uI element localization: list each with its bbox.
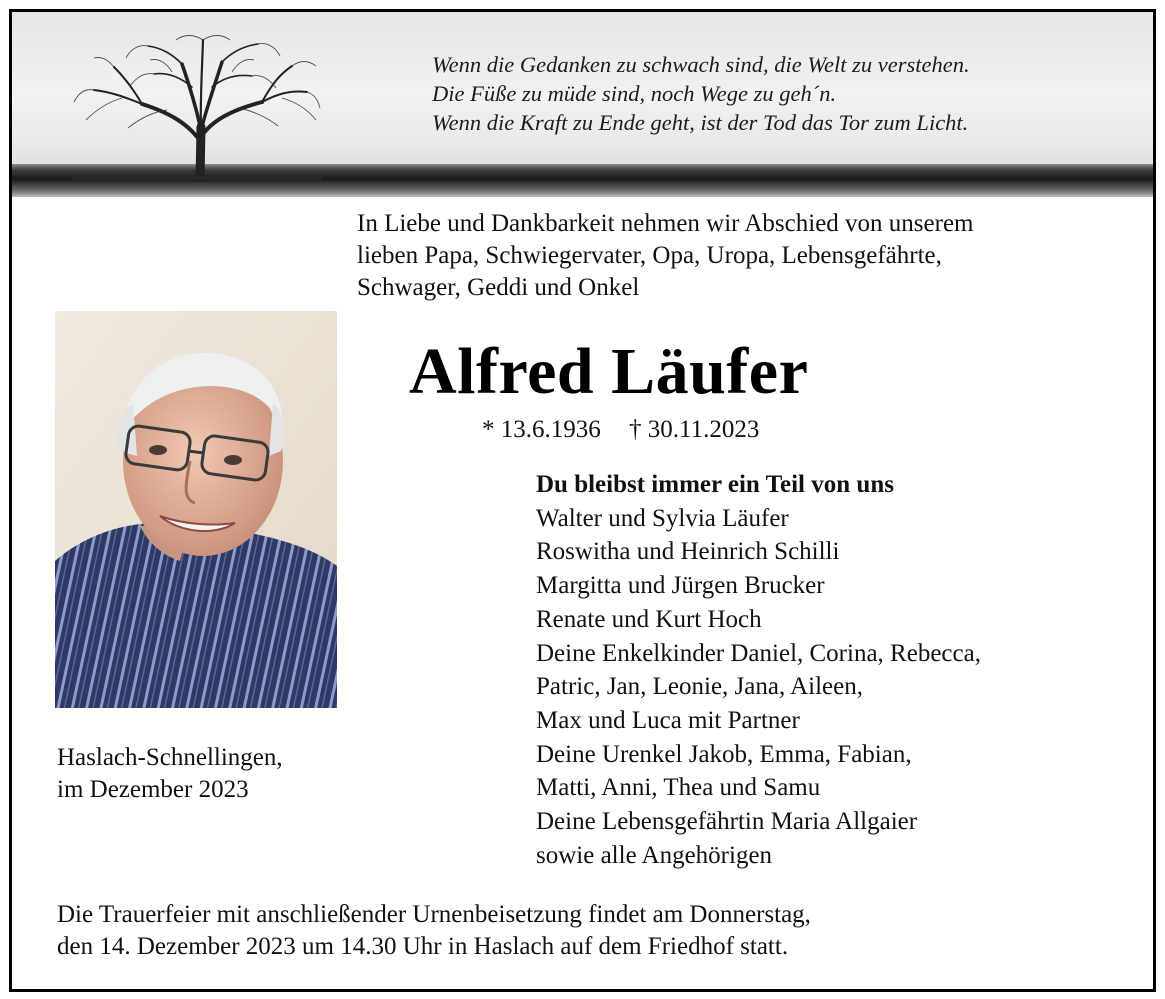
- intro-text: [357, 208, 974, 304]
- mourner-line: Matti, Anni, Thea und Samu: [536, 774, 821, 802]
- mourner-line: Deine Lebensgefährtin Maria Allgaier: [536, 808, 918, 836]
- banner-quote: [432, 50, 970, 137]
- intro-line: Schwager, Geddi und Onkel: [357, 274, 640, 301]
- deceased-name: Alfred Läufer: [409, 335, 809, 408]
- tree-icon: [72, 32, 322, 182]
- service-line: Die Trauerfeier mit anschließender Urnenbeisetzung findet am Donnerstag,: [57, 901, 811, 928]
- mourners-list: [536, 468, 981, 872]
- quote-line: Die Füße zu müde sind, noch Wege zu geh´n.: [432, 81, 837, 106]
- mourner-line: Renate und Kurt Hoch: [536, 605, 762, 633]
- mourner-line: Margitta und Jürgen Brucker: [536, 572, 825, 600]
- mourner-line: Deine Urenkel Jakob, Emma, Fabian,: [536, 740, 912, 768]
- quote-line: Wenn die Gedanken zu schwach sind, die Welt zu verstehen.: [432, 52, 970, 77]
- intro-line: lieben Papa, Schwiegervater, Opa, Uropa, Lebensgefährte,: [357, 242, 942, 269]
- birth-date: * 13.6.1936: [482, 416, 601, 443]
- place-line: im Dezember 2023: [57, 776, 249, 803]
- mourner-line: sowie alle Angehörigen: [536, 841, 773, 869]
- place-and-date: [57, 742, 283, 806]
- obituary-notice: [9, 9, 1156, 992]
- mourners-heading: Du bleibst immer ein Teil von uns: [536, 471, 894, 498]
- portrait-photo: [55, 311, 337, 708]
- life-dates: [482, 416, 759, 444]
- intro-line: In Liebe und Dankbarkeit nehmen wir Abschied von unserem: [357, 210, 974, 237]
- portrait-image: [55, 311, 337, 708]
- mourner-line: Roswitha und Heinrich Schilli: [536, 538, 840, 566]
- mourner-line: Walter und Sylvia Läufer: [536, 504, 789, 532]
- death-date: † 30.11.2023: [629, 416, 760, 443]
- banner: [12, 12, 1153, 197]
- mourner-line: Patric, Jan, Leonie, Jana, Aileen,: [536, 673, 863, 701]
- quote-line: Wenn die Kraft zu Ende geht, ist der Tod das Tor zum Licht.: [432, 110, 969, 135]
- service-announcement: [57, 899, 811, 963]
- mourner-line: Max und Luca mit Partner: [536, 706, 800, 734]
- service-line: den 14. Dezember 2023 um 14.30 Uhr in Haslach auf dem Friedhof statt.: [57, 933, 789, 960]
- mourner-line: Deine Enkelkinder Daniel, Corina, Rebecca,: [536, 639, 981, 667]
- place-line: Haslach-Schnellingen,: [57, 744, 283, 771]
